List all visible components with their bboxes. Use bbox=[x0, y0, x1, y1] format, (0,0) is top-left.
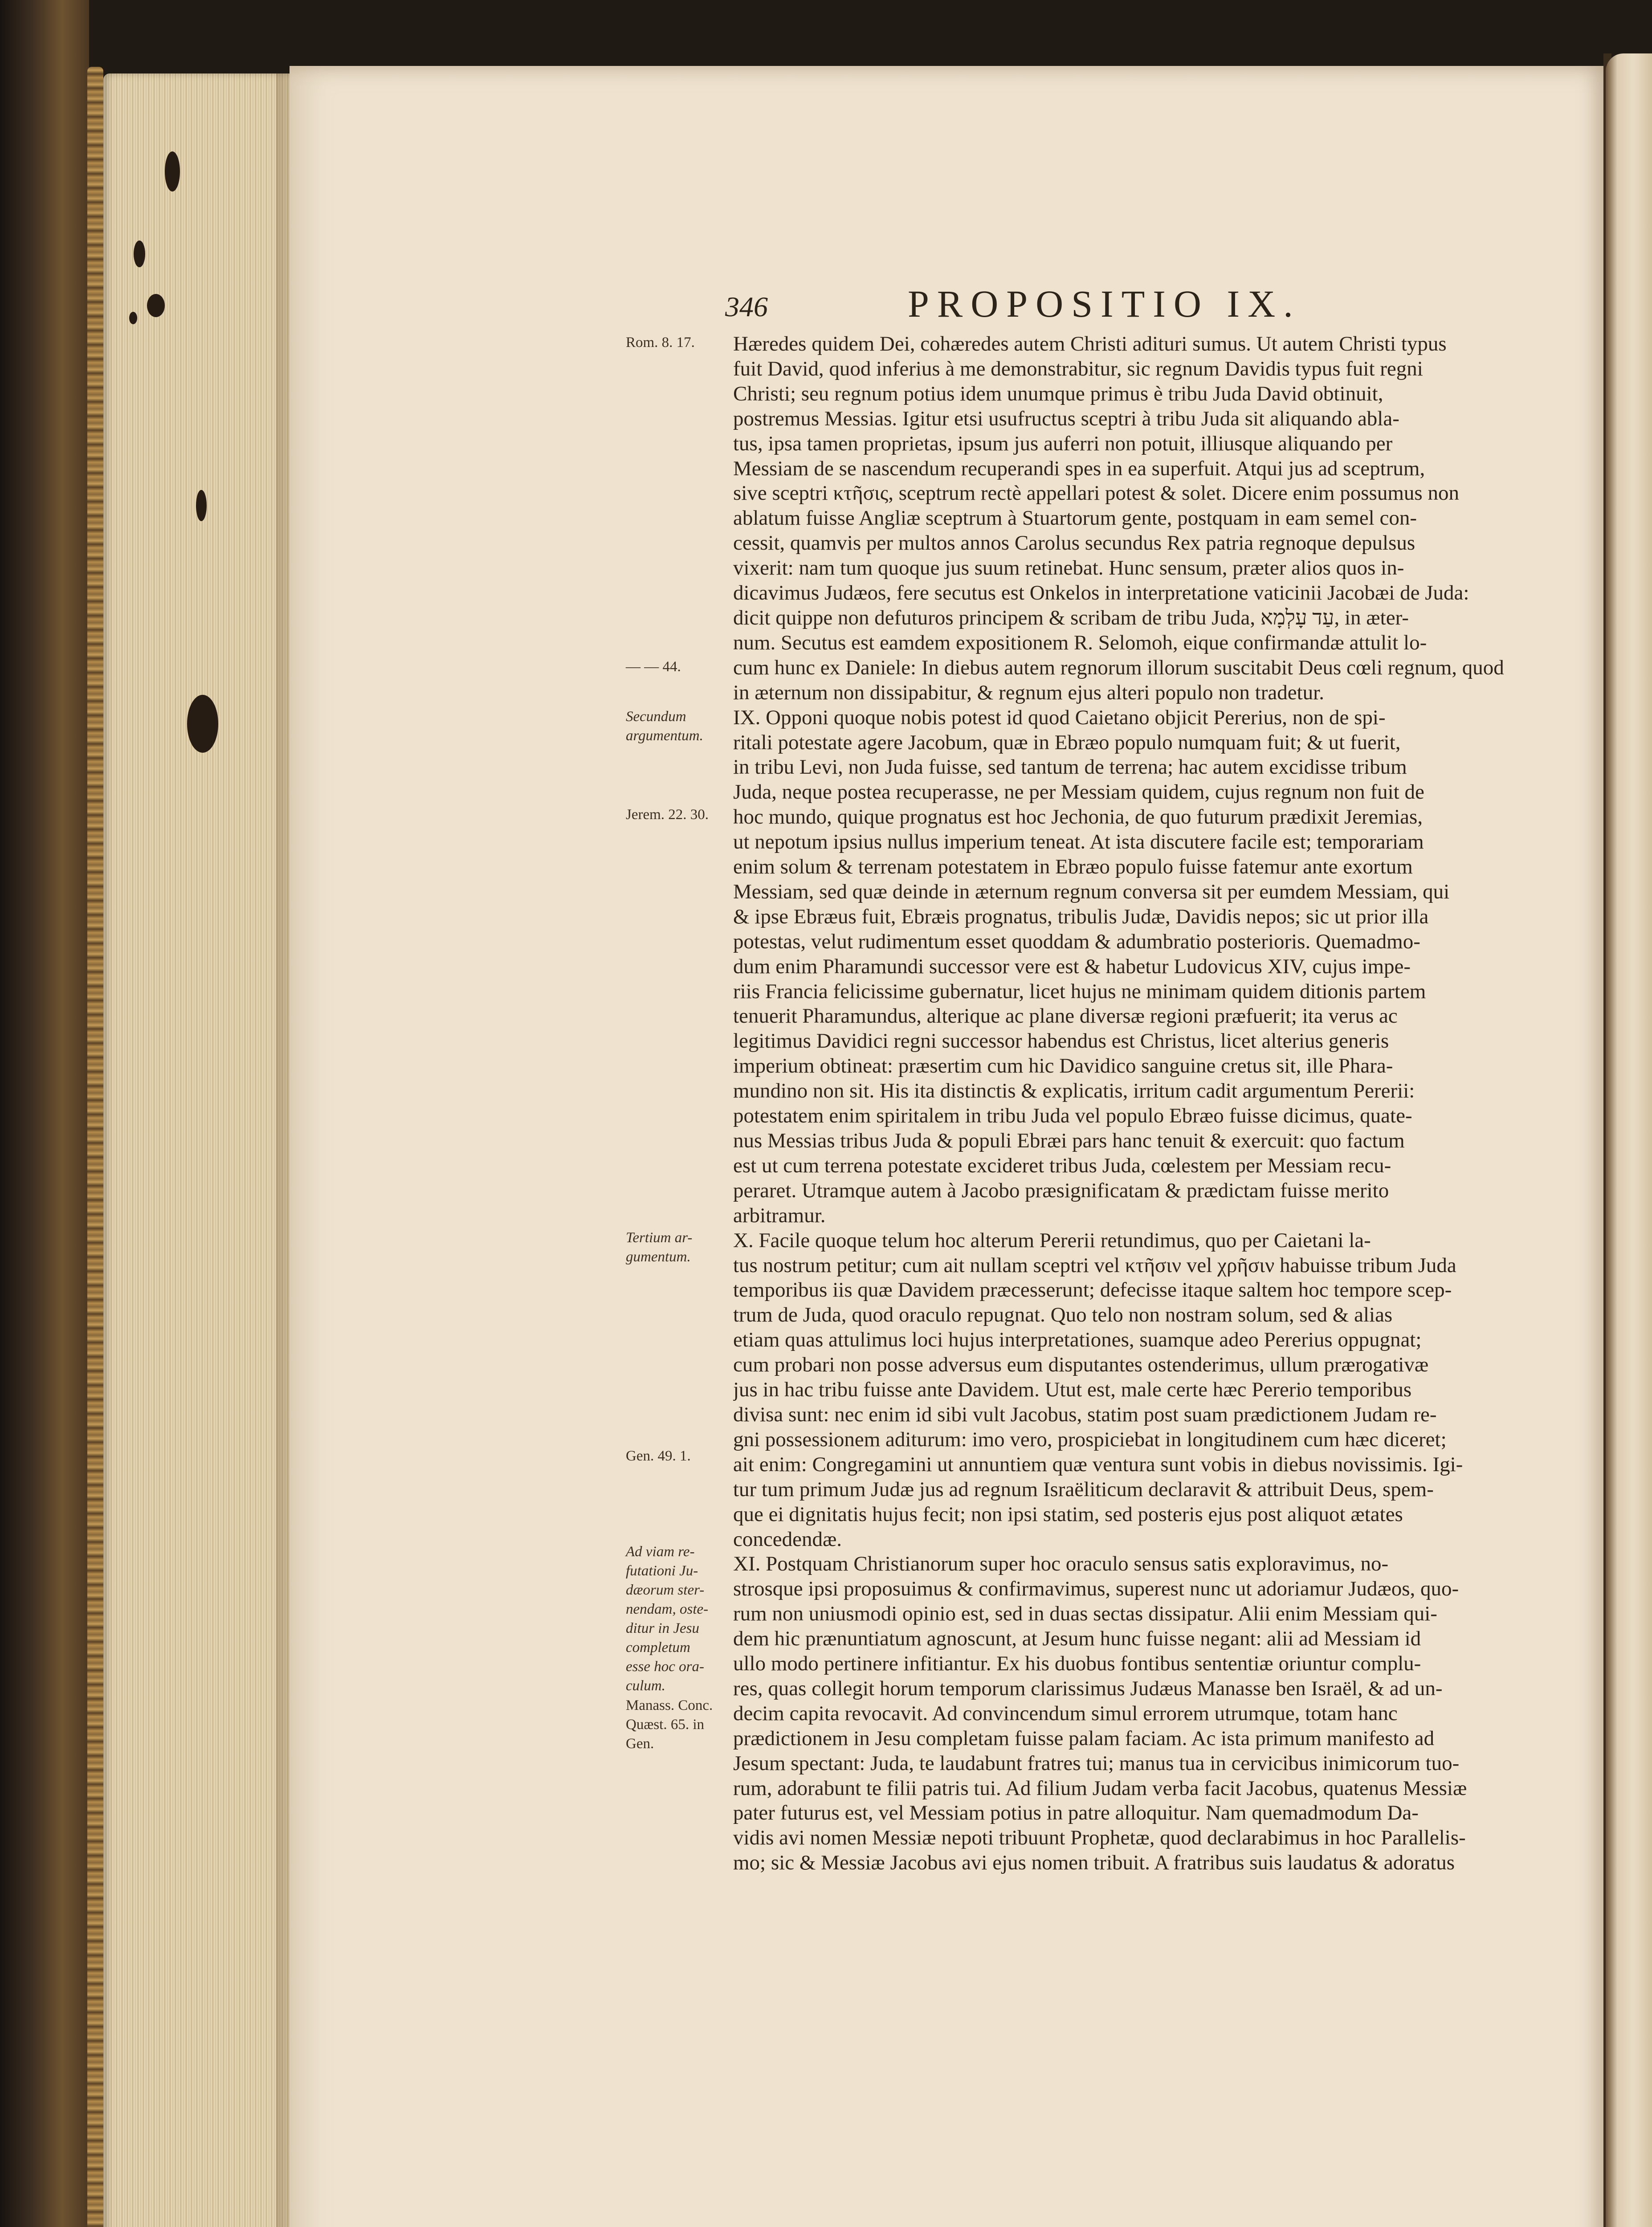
margin-note-secundum bbox=[626, 707, 733, 746]
text-line: Hæredes quidem Dei, cohæredes autem Christi adituri sumus. Ut autem Christi typus bbox=[733, 332, 1447, 355]
ink-stain bbox=[134, 241, 145, 267]
text-line: est ut cum terrena potestate excideret tribus Juda, cœlestem per Messiam recu- bbox=[733, 1154, 1391, 1177]
text-line: Juda, neque postea recuperasse, ne per Messiam quidem, cujus regnum non fuit de bbox=[733, 780, 1424, 804]
text-line: etiam quas attulimus loci hujus interpretationes, suamque adeo Pererius oppugnat; bbox=[733, 1328, 1422, 1352]
margin-note-line: — — 44. bbox=[626, 659, 681, 675]
ink-stain bbox=[187, 695, 218, 753]
text-line: ablatum fuisse Angliæ sceptrum à Stuartorum gente, postquam in eam semel con- bbox=[733, 506, 1417, 530]
text-line: arbitramur. bbox=[733, 1203, 826, 1227]
text-line: gni possessionem aditurum: imo vero, prospiciebat in longitudinem cum hæc diceret; bbox=[733, 1428, 1447, 1451]
margin-note-ad-viam bbox=[626, 1542, 733, 1696]
margin-note-line: culum. bbox=[626, 1678, 665, 1694]
margin-note-line: Ad viam re- bbox=[626, 1544, 695, 1560]
text-line: pater futurus est, vel Messiam potius in patre alloquitur. Nam quemadmodum Da- bbox=[733, 1801, 1419, 1825]
text-line: in æternum non dissipabitur, & regnum ejus alteri populo non tradetur. bbox=[733, 681, 1324, 704]
ink-stain bbox=[147, 294, 165, 317]
text-line: Christi; seu regnum potius idem unumque primus è tribu Juda David obtinuit, bbox=[733, 382, 1383, 405]
text-line: tenuerit Pharamundus, alterique ac plane diversæ regioni præfuerit; ita verus ac bbox=[733, 1004, 1398, 1028]
margin-note-line: Jerem. 22. 30. bbox=[626, 807, 709, 823]
text-line: in tribu Levi, non Juda fuisse, sed tantum de terrena; hac autem excidisse tribum bbox=[733, 755, 1407, 779]
spine-gilt-edge bbox=[87, 67, 103, 2227]
text-line: tus, ipsa tamen proprietas, ipsum jus auferri non potuit, illiusque aliquando per bbox=[733, 432, 1393, 455]
text-line: jus in hac tribu fuisse ante Davidem. Utut est, male certe hæc Pererio temporibus bbox=[733, 1378, 1412, 1402]
text-line: res, quas collegit horum temporum clarissimus Judæus Manasse ben Israël, & ad un- bbox=[733, 1676, 1443, 1700]
text-line: Messiam de se nascendum recuperandi spes in ea superfuit. Atqui jus ad sceptrum, bbox=[733, 457, 1425, 480]
text-line: IX. Opponi quoque nobis potest id quod Caietano objicit Pererius, non de spi- bbox=[733, 706, 1386, 729]
ink-stain bbox=[165, 151, 180, 192]
running-head bbox=[725, 281, 1349, 330]
text-line: dicavimus Judæos, fere secutus est Onkelos in interpretatione vaticinii Jacobæi de Juda: bbox=[733, 581, 1469, 605]
text-line: mundino non sit. His ita distinctis & explicatis, irritum cadit argumentum Pererii: bbox=[733, 1079, 1415, 1103]
text-line: enim solum & terrenam potestatem in Ebræo populo fuisse fatemur ante exortum bbox=[733, 855, 1413, 879]
margin-note-line: ditur in Jesu bbox=[626, 1620, 699, 1636]
margin-note-dan bbox=[626, 657, 733, 677]
margin-note-line: argumentum. bbox=[626, 728, 703, 744]
text-line: divisa sunt: nec enim id sibi vult Jacobus, statim post suam prædictionem Judam re- bbox=[733, 1403, 1437, 1426]
text-line: tus nostrum petitur; cum ait nullam sceptri vel κτῆσιν vel χρῆσιν habuisse tribum Juda bbox=[733, 1253, 1456, 1277]
text-line: nus Messias tribus Juda & populi Ebræi pars hanc tenuit & exercuit: quo factum bbox=[733, 1129, 1405, 1152]
text-line: XI. Postquam Christianorum super hoc oraculo sensus satis exploravimus, no- bbox=[733, 1552, 1389, 1576]
text-line: rum, adorabunt te filii patris tui. Ad filium Judam verba facit Jacobus, quatenus Messiæ bbox=[733, 1776, 1467, 1800]
text-line: sive sceptri κτῆσις, sceptrum rectè appellari potest & solet. Dicere enim possumus non bbox=[733, 481, 1459, 505]
text-line: riis Francia felicissime gubernatur, licet hujus ne minimam quidem ditionis partem bbox=[733, 979, 1426, 1003]
margin-note-jerem bbox=[626, 805, 733, 824]
margin-note-line: esse hoc ora- bbox=[626, 1659, 704, 1675]
facing-page-edge bbox=[1606, 53, 1652, 2227]
text-line: que ei dignitatis hujus fecit; non ipsi statim, sed posteris ejus post aliquot ætates bbox=[733, 1502, 1403, 1526]
margin-note-line: Quæst. 65. in bbox=[626, 1717, 705, 1733]
ink-stain bbox=[196, 490, 207, 521]
text-line: dem hic prænuntiatum agnoscunt, at Jesum hunc fuisse negant: alii ad Messiam id bbox=[733, 1627, 1421, 1651]
margin-note-rom bbox=[626, 333, 733, 352]
margin-note-tertium bbox=[626, 1228, 733, 1267]
ink-stain bbox=[129, 312, 137, 324]
page-edges bbox=[103, 73, 290, 2227]
text-line: num. Secutus est eamdem expositionem R. Selomoh, eique confirmandæ attulit lo- bbox=[733, 631, 1427, 654]
text-line: dum enim Pharamundi successor vere est & habetur Ludovicus XIV, cujus impe- bbox=[733, 954, 1411, 978]
text-line: dicit quippe non defuturos principem & scribam de tribu Juda, עַד עָלְמָא, in æter- bbox=[733, 606, 1409, 629]
margin-note-line: gumentum. bbox=[626, 1249, 691, 1265]
text-line: ait enim: Congregamini ut annuntiem quæ ventura sunt vobis in diebus novissimis. Igi- bbox=[733, 1452, 1463, 1476]
text-line: legitimus Davidici regni successor habendus est Christus, licet alterius generis bbox=[733, 1029, 1389, 1053]
text-line: cessit, quamvis per multos annos Carolus secundus Rex patria regnoque depulsus bbox=[733, 531, 1415, 555]
margin-note-line: Gen. 49. 1. bbox=[626, 1448, 691, 1464]
text-line: & ipse Ebræus fuit, Ebræis prognatus, tribulis Judæ, Davidis nepos; sic ut prior illa bbox=[733, 905, 1429, 928]
margin-note-manass bbox=[626, 1696, 733, 1754]
page-number: 346 bbox=[725, 291, 768, 322]
margin-note-line: Tertium ar- bbox=[626, 1230, 693, 1246]
text-line: peraret. Utramque autem à Jacobo præsignificatam & prædictam fuisse merito bbox=[733, 1179, 1389, 1202]
margin-note-line: Gen. bbox=[626, 1736, 654, 1752]
text-line: strosque ipsi proposuimus & confirmavimus, superest nunc ut adoriamur Judæos, quo- bbox=[733, 1577, 1459, 1601]
text-line: potestatem enim spiritalem in tribu Juda vel populo Ebræo fuisse dicimus, quate- bbox=[733, 1104, 1412, 1128]
text-line: tur tum primum Judæ jus ad regnum Israëliticum declaravit & attribuit Deus, spem- bbox=[733, 1477, 1434, 1501]
page-title: PROPOSITIO IX. bbox=[908, 282, 1301, 325]
margin-note-line: Secundum bbox=[626, 709, 686, 725]
text-line: ut nepotum ipsius nullus imperium teneat. At ista discutere facile est; temporariam bbox=[733, 830, 1424, 854]
text-line: ullo modo pertinere infitiantur. Ex his duobus fontibus sententiæ oriuntur complu- bbox=[733, 1652, 1421, 1676]
margin-note-line: dæorum ster- bbox=[626, 1582, 705, 1598]
margin-note-line: Rom. 8. 17. bbox=[626, 334, 695, 351]
text-line: Messiam, sed quæ deinde in æternum regnum conversa sit per eumdem Messiam, qui bbox=[733, 880, 1450, 903]
text-line: cum hunc ex Daniele: In diebus autem regnorum illorum suscitabit Deus cœli regnum, quod bbox=[733, 656, 1504, 679]
text-line: concedendæ. bbox=[733, 1527, 842, 1551]
text-line: vidis avi nomen Messiæ nepoti tribuunt Prophetæ, quod declarabimus in hoc Parallelis- bbox=[733, 1826, 1466, 1850]
text-line: trum de Juda, quod oraculo repugnat. Quo telo non nostram solum, sed & alias bbox=[733, 1303, 1393, 1327]
margin-note-line: Manass. Conc. bbox=[626, 1697, 713, 1713]
text-line: fuit David, quod inferius à me demonstrabitur, sic regnum Davidis typus fuit regni bbox=[733, 357, 1423, 380]
margin-note-gen bbox=[626, 1447, 733, 1466]
text-line: mo; sic & Messiæ Jacobus avi ejus nomen tribuit. A fratribus suis laudatus & adoratus bbox=[733, 1851, 1455, 1875]
text-line: hoc mundo, quique prognatus est hoc Jechonia, de quo futurum prædixit Jeremias, bbox=[733, 805, 1423, 829]
text-line: imperium obtineat: præsertim cum hic Davidico sanguine cretus sit, ille Phara- bbox=[733, 1054, 1393, 1078]
text-line: postremus Messias. Igitur etsi usufructus sceptri à tribu Juda sit aliquando abla- bbox=[733, 407, 1399, 430]
text-line: decim capita revocavit. Ad convincendum simul errorem utrumque, totam hanc bbox=[733, 1701, 1398, 1725]
text-line: Jesum spectant: Juda, te laudabunt fratres tui; manus tua in cervicibus inimicorum tuo- bbox=[733, 1751, 1460, 1775]
margin-note-line: futationi Ju- bbox=[626, 1563, 698, 1579]
text-line: X. Facile quoque telum hoc alterum Pererii retundimus, quo per Caietani la- bbox=[733, 1228, 1371, 1252]
text-line: potestas, velut rudimentum esset quoddam & adumbratio posterioris. Quemadmo- bbox=[733, 930, 1420, 953]
text-line: vixerit: nam tum quoque jus suum retinebat. Hunc sensum, præter alios quos in- bbox=[733, 556, 1404, 580]
book-cover-left bbox=[0, 0, 89, 2227]
text-line: rum non uniusmodi opinio est, sed in duas sectas dissipatur. Alii enim Messiam qui- bbox=[733, 1602, 1437, 1626]
margin-note-line: completum bbox=[626, 1640, 690, 1656]
text-line: ritali potestate agere Jacobum, quæ in Ebræo populo numquam fuit; & ut fuerit, bbox=[733, 730, 1401, 754]
text-line: cum probari non posse adversus eum disputantes ostenderimus, ullum prærogativæ bbox=[733, 1353, 1429, 1377]
margin-note-line: nendam, oste- bbox=[626, 1601, 709, 1617]
main-text bbox=[733, 332, 1535, 1876]
text-line: temporibus iis quæ Davidem præcesserunt; defecisse itaque saltem hoc tempore scep- bbox=[733, 1278, 1452, 1302]
text-line: prædictionem in Jesu completam fuisse palam faciam. Ac ista primum manifesto ad bbox=[733, 1726, 1435, 1750]
